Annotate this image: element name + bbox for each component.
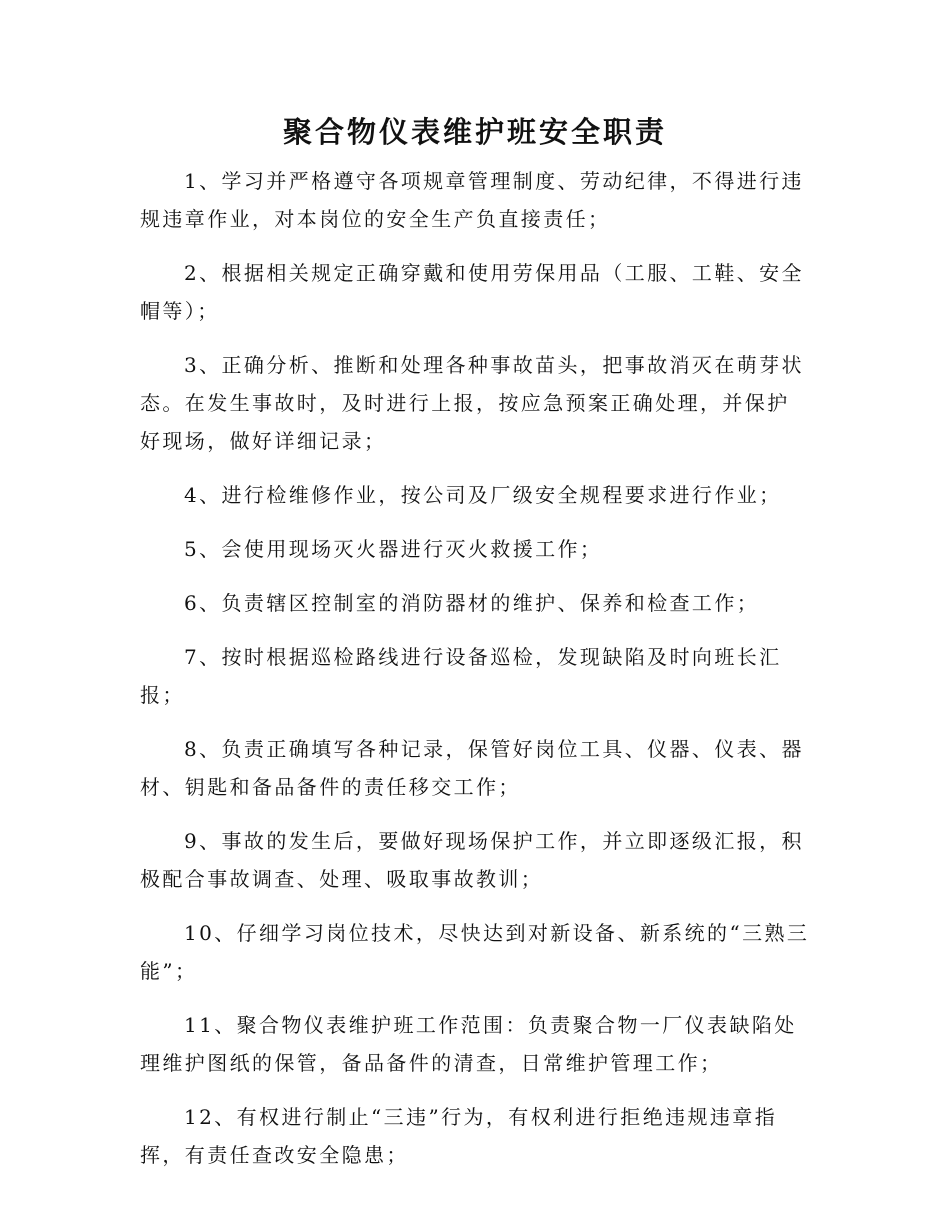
paragraph-8: 8、负责正确填写各种记录，保管好岗位工具、仪器、仪表、器材、钥匙和备品备件的责任移交工作； [140,737,804,799]
paragraph-4: 4、进行检维修作业，按公司及厂级安全规程要求进行作业； [184,483,782,507]
paragraph-2: 2、根据相关规定正确穿戴和使用劳保用品（工服、工鞋、安全帽等）； [140,261,804,323]
paragraph-10: 10、仔细学习岗位技术，尽快达到对新设备、新系统的“三熟三能”； [140,921,810,983]
paragraph-5: 5、会使用现场灭火器进行灭火救援工作； [184,537,603,561]
paragraph-9: 9、事故的发生后，要做好现场保护工作，并立即逐级汇报，积极配合事故调查、处理、吸取事故教训； [140,829,804,891]
paragraph-11: 11、聚合物仪表维护班工作范围：负责聚合物一厂仪表缺陷处理维护图纸的保管，备品备件的清查，日常维护管理工作； [140,1013,797,1075]
paragraph-12: 12、有权进行制止“三违”行为，有权利进行拒绝违规违章指挥，有责任查改安全隐患； [140,1105,778,1167]
page-title: 聚合物仪表维护班安全职责 [282,115,667,149]
paragraph-3: 3、正确分析、推断和处理各种事故苗头，把事故消灭在萌芽状态。在发生事故时，及时进行上报，按应急预案正确处理，并保护好现场，做好详细记录； [140,353,804,453]
paragraph-6: 6、负责辖区控制室的消防器材的维护、保养和检查工作； [184,591,760,615]
paragraph-7: 7、按时根据巡检路线进行设备巡检，发现缺陷及时向班长汇报； [140,645,782,707]
paragraph-1: 1、学习并严格遵守各项规章管理制度、劳动纪律，不得进行违规违章作业，对本岗位的安全生产负直接责任； [140,169,804,231]
document-body [140,162,810,1190]
